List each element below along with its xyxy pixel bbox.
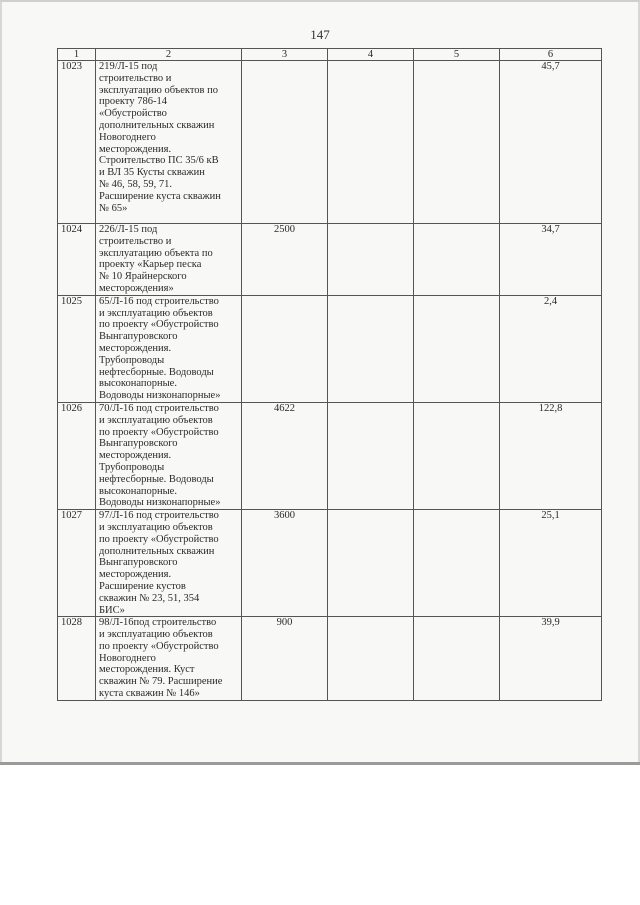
- row-col4-value: [328, 617, 414, 701]
- row-number: 1023: [58, 61, 96, 224]
- column-header-4: 4: [328, 49, 414, 61]
- row-col5-value: [414, 224, 500, 296]
- row-col5-value: [414, 402, 500, 509]
- row-col5-value: [414, 61, 500, 224]
- row-col4-value: [328, 61, 414, 224]
- row-col6-value: 45,7: [500, 61, 602, 224]
- row-col5-value: [414, 510, 500, 617]
- row-col6-value: 39,9: [500, 617, 602, 701]
- blank-margin: [0, 765, 640, 905]
- registry-table: [57, 48, 602, 701]
- row-description: 97/Л-16 под строительство и эксплуатацию объектов по проекту «Обустройство дополнительных скважин Вынгапуровского месторождения. Расширение кустов скважин № 23, 51, 354 БИС»: [96, 510, 242, 617]
- row-col3-value: 3600: [242, 510, 328, 617]
- row-number: 1027: [58, 510, 96, 617]
- row-col5-value: [414, 295, 500, 402]
- row-number: 1025: [58, 295, 96, 402]
- column-header-6: 6: [500, 49, 602, 61]
- row-number: 1028: [58, 617, 96, 701]
- row-col3-value: [242, 295, 328, 402]
- row-col6-value: 25,1: [500, 510, 602, 617]
- table-row: [58, 224, 602, 296]
- header-row: [58, 49, 602, 61]
- page-number: 147: [310, 27, 330, 42]
- row-col6-value: 2,4: [500, 295, 602, 402]
- row-col3-value: [242, 61, 328, 224]
- row-col4-value: [328, 224, 414, 296]
- row-col4-value: [328, 402, 414, 509]
- row-col4-value: [328, 510, 414, 617]
- row-col3-value: 2500: [242, 224, 328, 296]
- table-header: [58, 49, 602, 61]
- row-description: 219/Л-15 под строительство и эксплуатацию объектов по проекту 786-14 «Обустройство дополнительных скважин Новогоднего месторождения. Строительство ПС 35/6 кВ и ВЛ 35 Кусты скважин № 46, 58, 59, 71. Расширение куста скважин № 65»: [96, 61, 242, 224]
- table-row: [58, 61, 602, 224]
- row-col5-value: [414, 617, 500, 701]
- row-col6-value: 34,7: [500, 224, 602, 296]
- row-col3-value: 4622: [242, 402, 328, 509]
- column-header-3: 3: [242, 49, 328, 61]
- row-col4-value: [328, 295, 414, 402]
- table-row: [58, 295, 602, 402]
- row-number: 1024: [58, 224, 96, 296]
- row-number: 1026: [58, 402, 96, 509]
- column-header-5: 5: [414, 49, 500, 61]
- row-col6-value: 122,8: [500, 402, 602, 509]
- row-description: 226/Л-15 под строительство и эксплуатацию объекта по проекту «Карьер песка № 10 Ярайнерского месторождения»: [96, 224, 242, 296]
- table-row: [58, 402, 602, 509]
- table-row: [58, 617, 602, 701]
- column-header-2: 2: [96, 49, 242, 61]
- row-description: 65/Л-16 под строительство и эксплуатацию объектов по проекту «Обустройство Вынгапуровского месторождения. Трубопроводы нефтесборные. Водоводы высоконапорные. Водоводы низконапорные»: [96, 295, 242, 402]
- row-col3-value: 900: [242, 617, 328, 701]
- column-header-1: 1: [58, 49, 96, 61]
- row-description: 98/Л-16под строительство и эксплуатацию объектов по проекту «Обустройство Новогоднего месторождения. Куст скважин № 79. Расширение куста скважин № 146»: [96, 617, 242, 701]
- table-row: [58, 510, 602, 617]
- table-body: [58, 61, 602, 701]
- row-description: 70/Л-16 под строительство и эксплуатацию объектов по проекту «Обустройство Вынгапуровского месторождения. Трубопроводы нефтесборные. Водоводы высоконапорные. Водоводы низконапорные»: [96, 402, 242, 509]
